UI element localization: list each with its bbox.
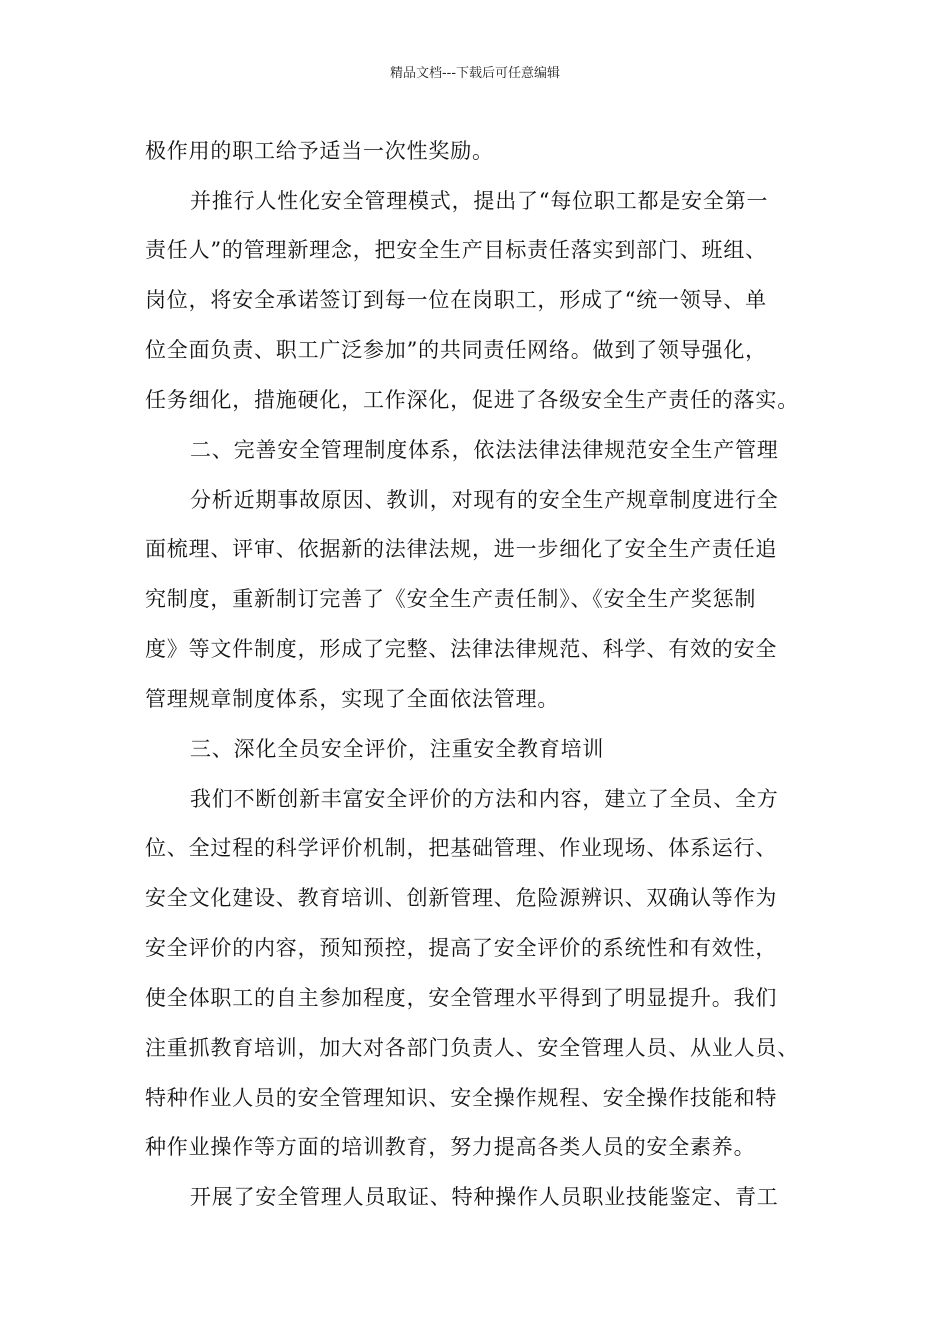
text-line: 注重抓教育培训，加大对各部门负责人、安全管理人员、从业人员、 [145, 1036, 799, 1060]
text-line: 安全评价的内容，预知预控，提高了安全评价的系统性和有效性， [145, 936, 778, 960]
text-line: 使全体职工的自主参加程度，安全管理水平得到了明显提升。我们 [145, 986, 778, 1010]
text-line: 究制度，重新制订完善了《安全生产责任制》、《安全生产奖惩制 [145, 587, 757, 611]
paragraph-start: 开展了安全管理人员取证、特种操作人员职业技能鉴定、青工 [190, 1185, 779, 1209]
text-line: 面梳理、评审、依据新的法律法规，进一步细化了安全生产责任追 [145, 537, 778, 561]
text-line: 责任人”的管理新理念，把安全生产目标责任落实到部门、班组、 [145, 238, 767, 262]
text-line: 管理规章制度体系，实现了全面依法管理。 [145, 687, 560, 711]
text-line: 位全面负责、职工广泛参加”的共同责任网络。做到了领导强化， [145, 338, 767, 362]
text-line: 种作业操作等方面的培训教育，努力提高各类人员的安全素养。 [145, 1135, 756, 1159]
section-heading: 三、深化全员安全评价，注重安全教育培训 [190, 737, 605, 761]
text-line: 岗位，将安全承诺签订到每一位在岗职工，形成了“统一领导、单 [145, 288, 767, 312]
text-line: 极作用的职工给予适当一次性奖励。 [145, 139, 494, 163]
text-line: 特种作业人员的安全管理知识、安全操作规程、安全操作技能和特 [145, 1086, 778, 1110]
text-line: 度》等文件制度，形成了完整、法律法律规范、科学、有效的安全 [145, 637, 778, 661]
paragraph-start: 分析近期事故原因、教训，对现有的安全生产规章制度进行全 [190, 488, 779, 512]
section-heading: 二、完善安全管理制度体系，依法法律法律规范安全生产管理 [190, 438, 779, 462]
paragraph-start: 我们不断创新丰富安全评价的方法和内容，建立了全员、全方 [190, 787, 779, 811]
text-line: 任务细化，措施硬化，工作深化，促进了各级安全生产责任的落实。 [145, 388, 799, 412]
paragraph-start: 并推行人性化安全管理模式，提出了“每位职工都是安全第一 [190, 189, 769, 213]
page-header: 精品文档---下载后可任意编辑 [389, 66, 561, 81]
text-line: 位、全过程的科学评价机制，把基础管理、作业现场、体系运行、 [145, 836, 778, 860]
text-line: 安全文化建设、教育培训、创新管理、危险源辨识、双确认等作为 [145, 886, 778, 910]
